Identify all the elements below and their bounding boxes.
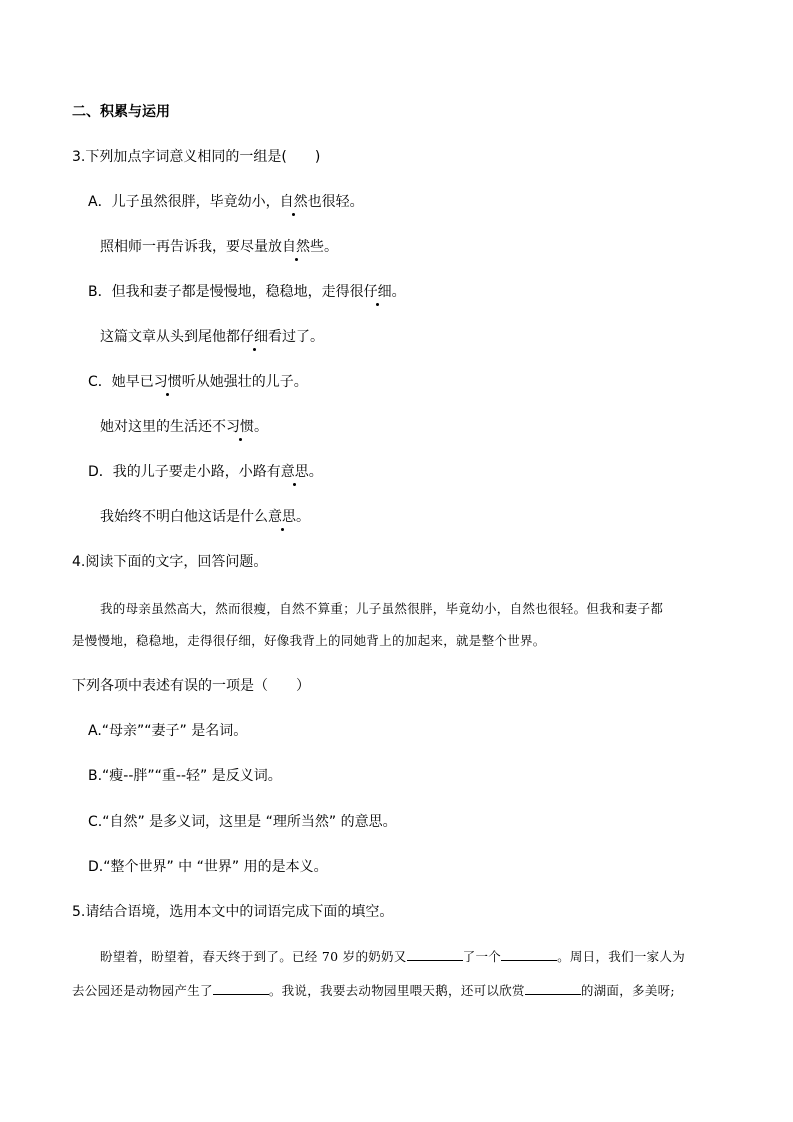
dotted-word: 意思 bbox=[268, 509, 296, 525]
q5-passage-line1: 盼望着，盼望着，春天终于到了。已经 70 岁的奶奶又 了一个 。周日，我们一家人为 bbox=[100, 949, 686, 964]
dotted-word: 自然 bbox=[279, 194, 308, 210]
q3-option-d-line1: D．我的儿子要走小路，小路有意思。 bbox=[88, 464, 323, 480]
q3-option-c-line2: 她对这里的生活还不习惯。 bbox=[100, 419, 268, 435]
q4-sub-stem: 下列各项中表述有误的一项是（ ） bbox=[72, 678, 310, 694]
q4-option-a: A.“母亲”“妻子” 是名词。 bbox=[88, 723, 248, 739]
q3-option-d-line2: 我始终不明白他这话是什么意思。 bbox=[100, 509, 310, 525]
dotted-word: 仔细 bbox=[363, 284, 392, 300]
question-4-stem: 4.阅读下面的文字，回答问题。 bbox=[72, 554, 268, 570]
dotted-word: 仔细 bbox=[240, 329, 268, 345]
dotted-word: 自然 bbox=[282, 239, 310, 255]
fill-blank bbox=[407, 948, 463, 961]
fill-blank bbox=[501, 948, 557, 961]
dotted-word: 习惯 bbox=[226, 419, 254, 435]
q4-option-c: C.“自然” 是多义词，这里是 “理所当然” 的意思。 bbox=[88, 814, 397, 830]
q4-option-d: D.“整个世界” 中 “世界” 用的是本义。 bbox=[88, 859, 328, 875]
dotted-word: 习惯 bbox=[153, 374, 182, 390]
section-title: 二、积累与运用 bbox=[72, 104, 170, 120]
dotted-word: 意思 bbox=[280, 464, 309, 480]
fill-blank bbox=[525, 982, 581, 995]
q3-option-b-line2: 这篇文章从头到尾他都仔细看过了。 bbox=[100, 329, 324, 345]
q3-option-a-line2: 照相师一再告诉我，要尽量放自然些。 bbox=[100, 239, 338, 255]
q3-option-a-line1: A．儿子虽然很胖，毕竟幼小，自然也很轻。 bbox=[88, 194, 364, 210]
question-5-stem: 5.请结合语境，选用本文中的词语完成下面的填空。 bbox=[72, 904, 394, 920]
fill-blank bbox=[213, 982, 269, 995]
q4-option-b: B.“瘦--胖”“重--轻” 是反义词。 bbox=[88, 768, 282, 784]
q4-passage-line2: 是慢慢地，稳稳地，走得很仔细，好像我背上的同她背上的加起来，就是整个世界。 bbox=[72, 633, 546, 648]
q3-option-b-line1: B．但我和妻子都是慢慢地，稳稳地，走得很仔细。 bbox=[88, 284, 406, 300]
question-3-stem: 3.下列加点字词意义相同的一组是( ) bbox=[72, 149, 321, 165]
q5-passage-line2: 去公园还是动物园产生了 。我说，我要去动物园里喂天鹅，还可以欣赏 的湖面，多美呀; bbox=[72, 983, 675, 998]
q4-passage-line1: 我的母亲虽然高大，然而很瘦，自然不算重；儿子虽然很胖，毕竟幼小，自然也很轻。但我和妻子都 bbox=[100, 601, 664, 616]
q3-option-c-line1: C．她早已习惯听从她强壮的儿子。 bbox=[88, 374, 308, 390]
